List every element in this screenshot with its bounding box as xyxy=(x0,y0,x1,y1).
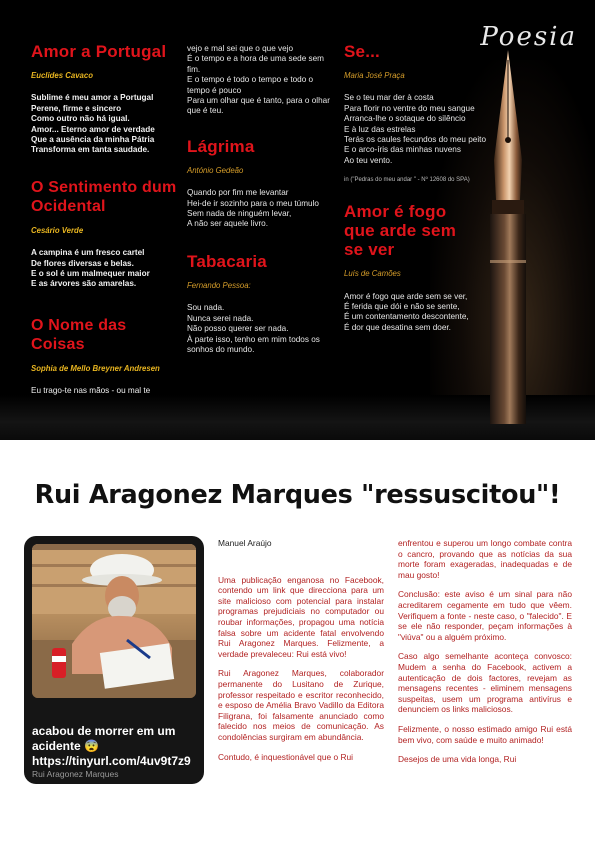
article-column-2 xyxy=(398,538,572,774)
poem-title: Amor a Portugal xyxy=(31,42,167,61)
poem-title: O Sentimento dum Ocidental xyxy=(31,178,177,215)
article-column-1 xyxy=(218,538,384,771)
poem-title: Tabacaria xyxy=(187,251,267,271)
article-paragraph: Caso algo semelhante aconteça convosco: Mudem a senha do Facebook, activem a autenticação de dois factores, revejam as mensagens recentes - eliminem mensagens suspeitas, usem um programa antivírus e denunciem os links maliciosos. xyxy=(398,651,572,715)
poem-text: Sublime é meu amor a Portugal Perene, firme e sincero Como outro não há igual. Amor... Eterno amor de verdade Que a ausência da minha Pátria Transforma em tanta saudade. xyxy=(31,93,155,155)
poem-text: Eu trago-te nas mãos - ou mal te xyxy=(31,386,151,396)
poem-text: Amor é fogo que arde sem se ver, É ferida que dói e não se sente, É um contentamento descontente, É dor que desatina sem doer. xyxy=(344,291,469,332)
poem-text: Sou nada. Nunca serei nada. Não posso querer ser nada. À parte isso, tenho em mim todos os sonhos do mundo. xyxy=(187,303,320,354)
poetry-column-3 xyxy=(344,42,488,343)
article-paragraph: Felizmente, o nosso estimado amigo Rui está bem vivo, com saúde e muito animado! xyxy=(398,723,572,745)
poem-author: Maria José Praça xyxy=(344,71,405,80)
poem-title: Lágrima xyxy=(187,136,255,156)
article-paragraph: Uma publicação enganosa no Facebook, contendo um link que direcciona para um site malicioso com potencial para instalar programas prejudiciais no computador ou roubar informações, propagou uma notícia falsa sobre um acidente fatal envolvendo Rui Aragonez Marques. Felizmente, a verdade prevaleceu: Rui está vivo! xyxy=(218,574,384,659)
poem-author: António Gedeão xyxy=(187,165,244,175)
post-caption: acabou de morrer em um acidente 😨 https://tinyurl.com/4uv9t7z9 xyxy=(32,724,191,768)
article-byline: Manuel Araújo xyxy=(218,538,272,548)
poem-author: Euclides Cavaco xyxy=(31,71,93,80)
article-paragraph: Conclusão: este aviso é um sinal para não acreditarem cegamente em tudo que vêem. Verifiquem a fonte - neste caso, o "falecido". E se ele não responder, peçam informações à "viúva" ou a alguém próximo. xyxy=(398,589,572,642)
poem-author: Luís de Camões xyxy=(344,269,401,279)
poem-title: O Nome das Coisas xyxy=(31,316,127,353)
article-headline: Rui Aragonez Marques "ressuscitou"! xyxy=(34,480,561,510)
poem-text: Se o teu mar der à costa Para florir no ventre do meu sangue Arranca-lhe o sotaque do silêncio E à luz das estrelas Terás os caules fecundos do meu peito E o arco-íris das minhas nuvens Ao teu vento. xyxy=(344,93,487,165)
article-paragraph: Rui Aragonez Marques, colaborador permanente do Lusitano de Zurique, professor respeitado e escritor reconhecido, e esposo de Amélia Bravo Vadillo da Editora Filigrana, foi falsamente anunciado como falecido nos meios de comunicação. As condolências surgiram em abundância. xyxy=(218,668,384,742)
poem-text: A campina é um fresco cartel De flores diversas e belas. E o sol é um malmequer maior E as árvores são amarelas. xyxy=(31,248,150,289)
poem-title: Se... xyxy=(344,42,380,61)
poetry-column-1 xyxy=(31,42,181,407)
poem-author: Sophia de Mello Breyner Andresen xyxy=(31,363,160,373)
post-photo xyxy=(32,544,196,698)
article-paragraph: enfrentou e superou um longo combate contra o cancro, provando que as notícias da sua morte foram exageradas, inadequadas e de mau gosto! xyxy=(398,538,572,580)
poetry-column-2 xyxy=(187,44,333,365)
facebook-post-screenshot xyxy=(24,536,204,784)
article-paragraph: Contudo, é inquestionável que o Rui xyxy=(218,751,354,762)
post-author-name: Rui Aragonez Marques xyxy=(32,769,119,779)
poem-source: in ("Pedras do meu andar " - Nº 12608 do SPA) xyxy=(344,177,470,184)
poem-title: Amor é fogo que arde sem se ver xyxy=(344,202,457,260)
poem-text-continued: vejo e mal sei que o que vejo É o tempo e a hora de uma sede sem fim. E o tempo é todo o tempo e todo o tempo é pouco Para um olhar que é tanto, para o olhar que é teu. xyxy=(187,44,330,116)
poem-author: Fernando Pessoa: xyxy=(187,280,251,290)
poem-text: Quando por fim me levantar Hei-de ir sozinho para o meu túmulo Sem nada de ninguém levar, A não ser aquele livro. xyxy=(187,188,319,229)
man-writing-illustration xyxy=(32,544,196,698)
article-paragraph: Desejos de uma vida longa, Rui xyxy=(398,754,517,765)
section-title: Poesia xyxy=(480,22,577,52)
poem-author: Cesário Verde xyxy=(31,225,84,235)
